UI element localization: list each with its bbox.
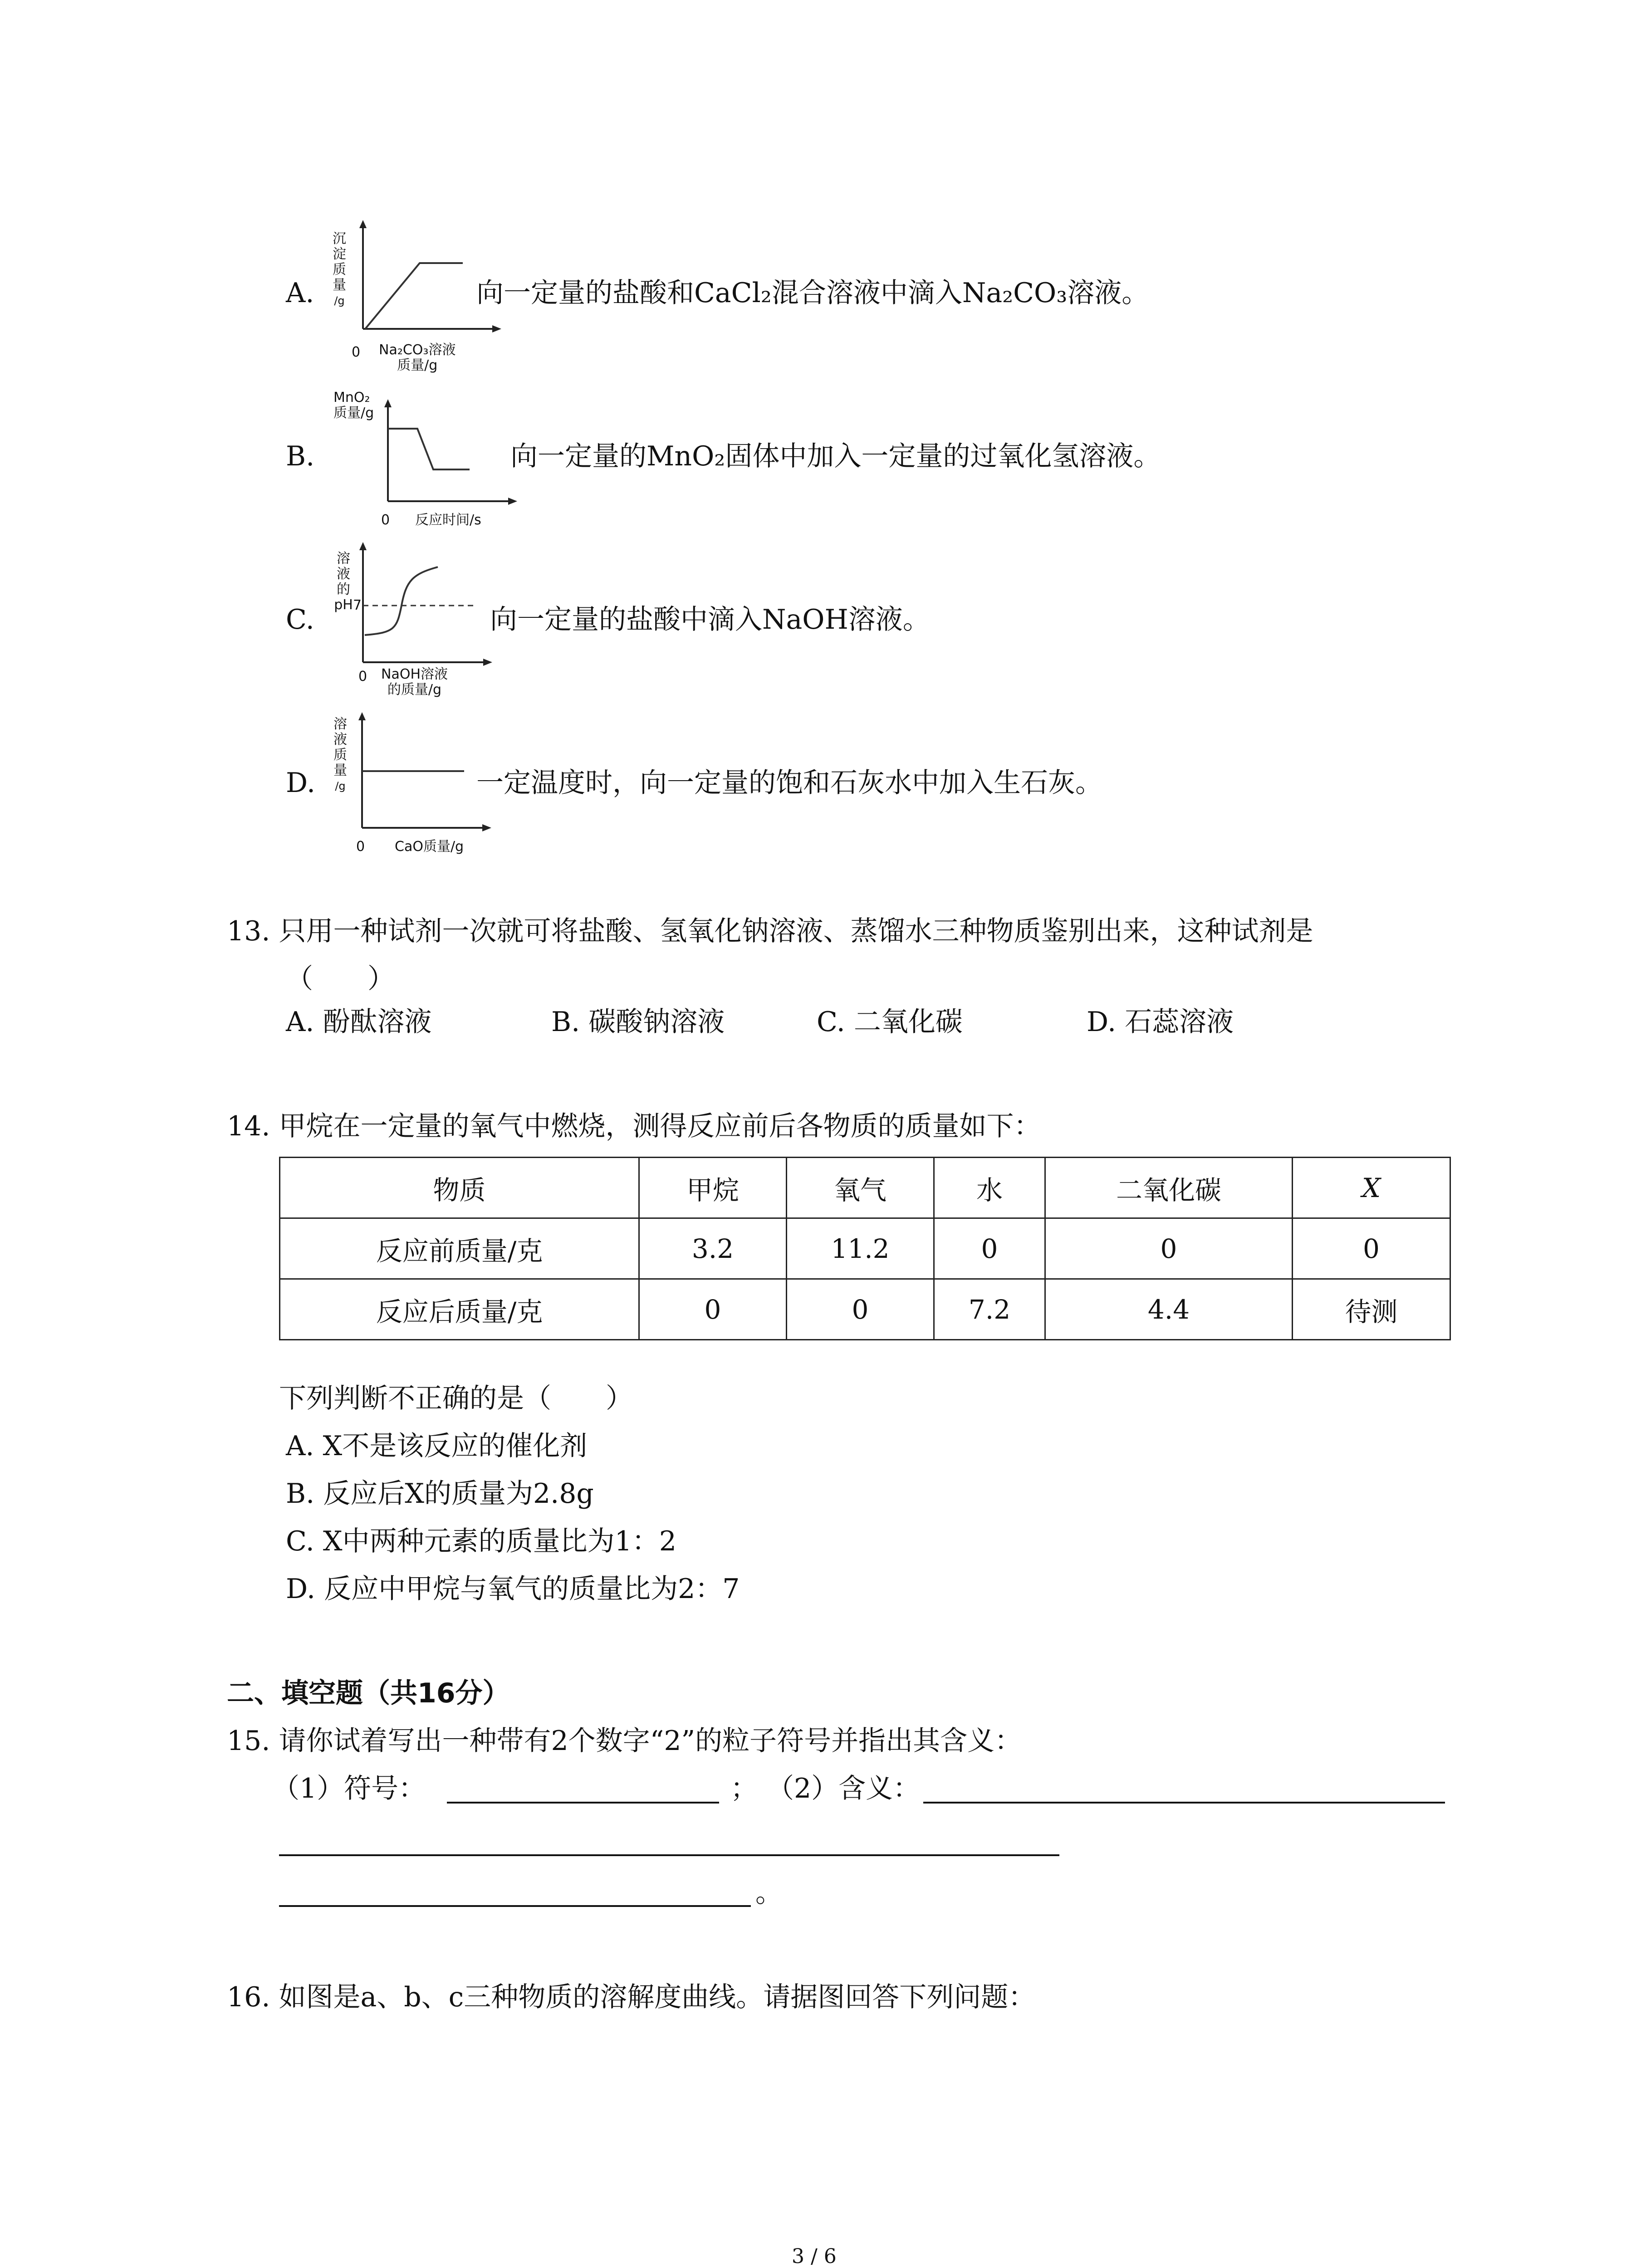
table-cell: 反应前质量/克	[280, 1218, 639, 1279]
graph-a-origin: 0	[352, 344, 361, 360]
option-c-letter: C.	[286, 604, 314, 635]
q15-separator: ；	[730, 1773, 758, 1804]
graph-c-curve	[365, 567, 438, 635]
option-a-text: 向一定量的盐酸和CaCl₂混合溶液中滴入Na₂CO₃溶液。	[476, 277, 1149, 309]
option-d-text: 一定温度时，向一定量的饱和石灰水中加入生石灰。	[476, 767, 1102, 799]
section-title: 二、填空题（共16分）	[227, 1677, 510, 1709]
table-cell: 0	[639, 1279, 787, 1340]
table-cell: 11.2	[787, 1218, 934, 1279]
table-header-row	[280, 1158, 1450, 1218]
graph-d-origin: 0	[356, 839, 365, 855]
table-header-cell: 二氧化碳	[1045, 1158, 1293, 1218]
graph-a-xlabel-1: Na₂CO₃溶液	[379, 342, 456, 358]
graph-a-ylabel-3: 质	[333, 262, 346, 278]
q15-meaning-blank-3[interactable]	[279, 1905, 751, 1907]
table-cell: 3.2	[639, 1218, 787, 1279]
q15-symbol-blank[interactable]	[447, 1802, 719, 1804]
table-row	[280, 1279, 1450, 1340]
graph-d-ylabel-1: 溶	[333, 716, 347, 732]
table-cell: 0	[787, 1279, 934, 1340]
q15-meaning-blank-2[interactable]	[279, 1854, 1059, 1856]
graph-d-ylabel-2: 液	[333, 732, 347, 748]
graph-c-axes	[354, 542, 504, 669]
graph-b-xlabel-1: 反应时间/s	[415, 512, 481, 528]
q15-meaning-blank-1[interactable]	[923, 1802, 1445, 1804]
graph-c-ylabel-3: 的	[337, 582, 350, 597]
q13-option-c: C. 二氧化碳	[817, 1006, 963, 1038]
q16-stem: 16. 如图是a、b、c三种物质的溶解度曲线。请据图回答下列问题：	[227, 1981, 1036, 2013]
graph-a-ylabel-4: 量	[333, 277, 346, 293]
graph-c-xlabel-1: NaOH溶液	[381, 666, 448, 682]
graph-b-ylabel-1: MnO₂	[333, 390, 370, 406]
graph-b-axes	[379, 399, 529, 508]
graph-a-ylabel-5: /g	[334, 294, 345, 307]
table-cell: 0	[1045, 1218, 1293, 1279]
graph-b-curve	[388, 429, 470, 469]
graph-d-xlabel-1: CaO质量/g	[395, 839, 464, 855]
q14-stem: 14. 甲烷在一定量的氧气中燃烧，测得反应前后各物质的质量如下：	[227, 1110, 1041, 1142]
graph-d-ylabel-4: 量	[333, 763, 347, 778]
table-header-cell: 氧气	[787, 1158, 934, 1218]
graph-d-ylabel-5: /g	[335, 780, 346, 792]
q13-stem: 13. 只用一种试剂一次就可将盐酸、氢氧化钠溶液、蒸馏水三种物质鉴别出来，这种试剂是	[227, 915, 1313, 947]
table-cell: 0	[1293, 1218, 1450, 1279]
option-c-text: 向一定量的盐酸中滴入NaOH溶液。	[490, 604, 930, 635]
q13-paren: （ ）	[286, 963, 395, 995]
table-header-cell: X	[1293, 1158, 1450, 1218]
graph-d-ylabel-3: 质	[333, 747, 347, 763]
graph-a-xlabel-2: 质量/g	[397, 357, 438, 373]
q15-end-mark: 。	[755, 1877, 783, 1909]
table-cell: 4.4	[1045, 1279, 1293, 1340]
graph-c-ylabel-1: 溶	[337, 551, 350, 567]
graph-c-tick-7: 7	[353, 597, 362, 613]
q13-option-b: B. 碳酸钠溶液	[551, 1006, 725, 1038]
table-header-cell: 水	[934, 1158, 1045, 1218]
page-number: 3 / 6	[792, 2245, 837, 2268]
table-header-cell: 甲烷	[639, 1158, 787, 1218]
q14-mass-table	[279, 1157, 1451, 1340]
graph-c-xlabel-2: 的质量/g	[387, 682, 442, 698]
q13-option-d: D. 石蕊溶液	[1087, 1006, 1234, 1038]
graph-c-ylabel-4: pH	[334, 597, 353, 613]
q14-question: 下列判断不正确的是（ ）	[279, 1383, 633, 1414]
table-header-cell: 物质	[280, 1158, 639, 1218]
q15-label-meaning: （2）含义：	[767, 1773, 921, 1804]
q14-option-d: D. 反应中甲烷与氧气的质量比为2：7	[286, 1573, 740, 1605]
table-cell: 7.2	[934, 1279, 1045, 1340]
q15-stem: 15. 请你试着写出一种带有2个数字“2”的粒子符号并指出其含义：	[227, 1725, 1022, 1757]
table-cell: 0	[934, 1218, 1045, 1279]
table-row	[280, 1218, 1450, 1279]
option-b-letter: B.	[286, 440, 315, 472]
q14-option-b: B. 反应后X的质量为2.8g	[286, 1478, 594, 1510]
graph-a-ylabel-1: 沉	[333, 231, 346, 247]
graph-a-curve	[365, 263, 463, 329]
q15-label-symbol: （1）符号：	[272, 1773, 426, 1804]
graph-a-ylabel-2: 淀	[333, 246, 346, 262]
option-d-letter: D.	[286, 767, 316, 799]
graph-c-ylabel-2: 液	[337, 566, 350, 582]
table-cell: 待测	[1293, 1279, 1450, 1340]
option-b-text: 向一定量的MnO₂固体中加入一定量的过氧化氢溶液。	[510, 440, 1161, 472]
graph-b-origin: 0	[381, 512, 390, 528]
graph-b-ylabel-2: 质量/g	[333, 405, 374, 421]
graph-c-origin: 0	[358, 669, 367, 684]
q14-option-a: A. X不是该反应的催化剂	[286, 1430, 588, 1462]
option-a-letter: A.	[286, 277, 314, 309]
q13-option-a: A. 酚酞溶液	[286, 1006, 432, 1038]
table-cell: 反应后质量/克	[280, 1279, 639, 1340]
q14-option-c: C. X中两种元素的质量比为1：2	[286, 1525, 676, 1557]
